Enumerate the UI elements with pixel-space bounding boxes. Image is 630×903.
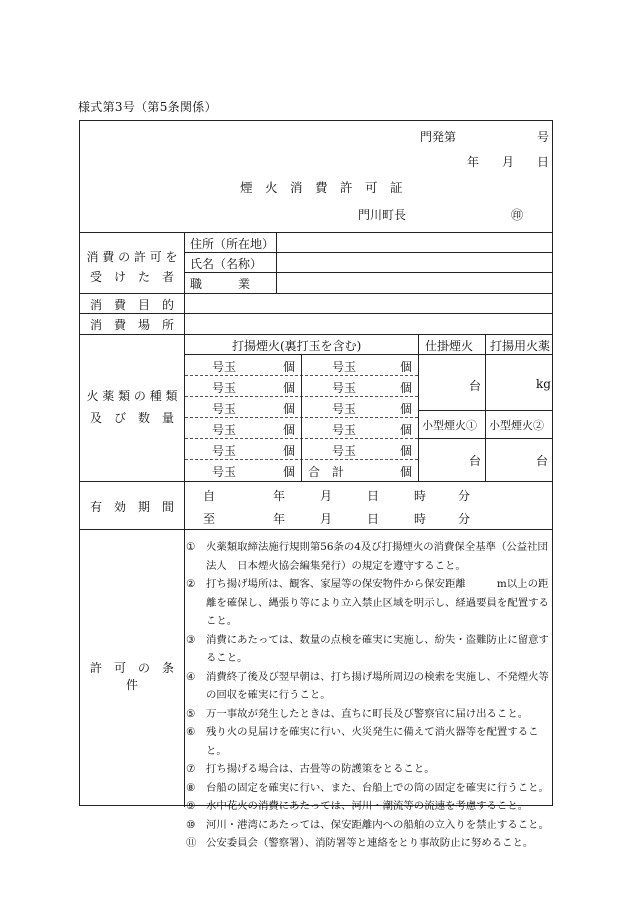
gou-label: 号玉 [332, 402, 357, 416]
condition-number: ② [186, 578, 196, 590]
validity-from-year: 年 [273, 489, 286, 503]
address-label: 住所（所在地） [190, 237, 275, 251]
condition-text: 消費終了後及び翌早朝は、打ち揚げ場所周辺の検索を実施し、不発煙火等の回収を確実に行うこと。 [206, 670, 549, 701]
validity-to-year: 年 [273, 512, 286, 526]
total-label: 合 計 [308, 465, 345, 479]
name-label: 氏名（名称） [190, 257, 263, 271]
validity-to-label: 至 [203, 512, 216, 526]
small-firework-2-header: 小型煙火② [489, 419, 544, 432]
validity-to-month: 月 [320, 512, 333, 526]
gou-label: 号玉 [212, 423, 237, 437]
condition-text: 火薬類取締法施行規則第56条の4及び打揚煙火の消費保全基準（公益社団法人 日本煙火協会編集発行）の規定を遵守すること。 [206, 541, 548, 572]
condition-item [186, 575, 550, 631]
validity-from-hour: 時 [414, 489, 427, 503]
col-shikake-header: 仕掛煙火 [425, 339, 474, 353]
validity-label: 有 効 期 間 [89, 500, 174, 514]
issuer-name: 門川町長 [358, 208, 407, 222]
condition-item [186, 631, 550, 668]
condition-item [186, 816, 550, 835]
purpose-label: 消 費 目 的 [89, 298, 174, 312]
condition-number: ⑤ [186, 707, 196, 720]
purpose-field[interactable] [185, 294, 552, 313]
permit-number-suffix: 号 [537, 130, 550, 144]
condition-item [186, 797, 550, 816]
condition-item [186, 705, 550, 724]
gou-label: 号玉 [332, 423, 357, 437]
condition-text: 打ち揚げる場合は、古畳等の防護策をとること。 [206, 763, 435, 775]
condition-number: ⑩ [186, 818, 196, 831]
applicant-label-line1: 消 費 の 許 可 を [86, 250, 178, 264]
condition-number: ⑪ [186, 837, 197, 849]
condition-number: ⑧ [186, 781, 196, 794]
validity-from-day: 日 [367, 489, 380, 503]
condition-text: 台船の固定を確実に行い、また、台船上での筒の固定を確実に行うこと。 [206, 781, 549, 794]
condition-text: 河川・港湾にあたっては、保安距離内への船舶の立入りを禁止すること。 [206, 818, 549, 831]
gou-label: 号玉 [212, 402, 237, 416]
applicant-label-line2: 受 け た 者 [89, 270, 174, 284]
condition-number: ③ [186, 633, 196, 646]
permit-number-prefix: 門発第 [420, 130, 457, 144]
date-year: 年 [467, 155, 480, 169]
gou-label: 号玉 [212, 444, 237, 458]
gou-label: 号玉 [212, 465, 237, 479]
condition-number: ① [186, 541, 196, 553]
gou-label: 号玉 [212, 360, 237, 374]
name-field[interactable] [277, 253, 552, 272]
validity-from-label: 自 [203, 489, 216, 503]
fireworks-label-line1: 火 薬 類 の 種 類 [86, 389, 178, 403]
fireworks-label [80, 385, 184, 429]
conditions-label: 許 可 の 条 件 [89, 661, 187, 692]
validity-to-minute: 分 [458, 512, 471, 526]
col-uchiage-header: 打揚煙火(裏打玉を含む) [232, 339, 362, 353]
seal-mark: ㊞ [511, 208, 524, 222]
fireworks-label-line2: 及 び 数 量 [89, 411, 174, 425]
conditions-list [186, 538, 550, 853]
condition-text: 公安委員会（警察署）、消防署等と連絡をとり事故防止に努めること。 [206, 837, 534, 849]
place-field[interactable] [185, 314, 552, 334]
condition-text: 水中花火の消費にあたっては、河川・潮流等の流速を考慮すること。 [206, 800, 529, 812]
ko-label: 個 [283, 402, 296, 416]
kg-label: kg [536, 377, 551, 391]
condition-text: 消費にあたっては、数量の点検を確実に実施し、紛失・盗難防止に留意すること。 [206, 633, 549, 664]
dai-label: 台 [469, 379, 482, 393]
date-month: 月 [502, 155, 515, 169]
condition-number: ④ [186, 670, 196, 683]
condition-number: ⑦ [186, 763, 196, 775]
dai-label: 台 [536, 454, 549, 468]
condition-text: 打ち揚げ場所は、観客、家屋等の保安物件から保安距離 m以上の距離を確保し、縄張り等により立入禁止区域を明示し、経過要員を配置すること。 [206, 578, 549, 627]
occupation-label: 職 業 [190, 277, 251, 291]
permit-header [80, 121, 552, 232]
condition-item [186, 779, 550, 798]
validity-to-hour: 時 [414, 512, 427, 526]
gou-label: 号玉 [332, 381, 357, 395]
place-label: 消 費 場 所 [89, 318, 174, 332]
small-firework-1-header: 小型煙火① [422, 419, 477, 432]
ko-label: 個 [400, 402, 413, 416]
ko-label: 個 [283, 381, 296, 395]
ko-label: 個 [283, 423, 296, 437]
validity-from-minute: 分 [458, 489, 471, 503]
validity-from-month: 月 [320, 489, 333, 503]
page-title: 煙 火 消 費 許 可 証 [240, 180, 403, 195]
ko-label: 個 [400, 381, 413, 395]
validity-to-day: 日 [367, 512, 380, 526]
gou-label: 号玉 [332, 360, 357, 374]
ko-label: 個 [400, 360, 413, 374]
condition-number: ⑥ [186, 726, 196, 738]
condition-item [186, 668, 550, 705]
condition-text: 万一事故が発生したときは、直ちに町長及び警察官に届け出ること。 [206, 707, 529, 720]
ko-label: 個 [400, 423, 413, 437]
ko-label: 個 [400, 465, 413, 479]
ko-label: 個 [400, 444, 413, 458]
condition-text: 残り火の見届けを確実に行い、火災発生に備えて消火器等を配置すること。 [206, 726, 539, 757]
applicant-label [80, 247, 184, 287]
col-uchiage-kayaku-header: 打揚用火薬 [490, 339, 551, 353]
ko-label: 個 [283, 444, 296, 458]
condition-item [186, 723, 550, 760]
ko-label: 個 [283, 360, 296, 374]
date-day: 日 [537, 155, 550, 169]
gou-label: 号玉 [212, 381, 237, 395]
occupation-field[interactable] [277, 273, 552, 293]
dai-label: 台 [469, 454, 482, 468]
form-caption: 様式第3号（第5条関係） [78, 100, 217, 114]
address-field[interactable] [277, 233, 552, 252]
ko-label: 個 [283, 465, 296, 479]
condition-item [186, 760, 550, 779]
condition-item [186, 834, 550, 853]
condition-number: ⑨ [186, 800, 196, 812]
permit-form [79, 120, 553, 849]
condition-item [186, 538, 550, 575]
gou-label: 号玉 [332, 444, 357, 458]
